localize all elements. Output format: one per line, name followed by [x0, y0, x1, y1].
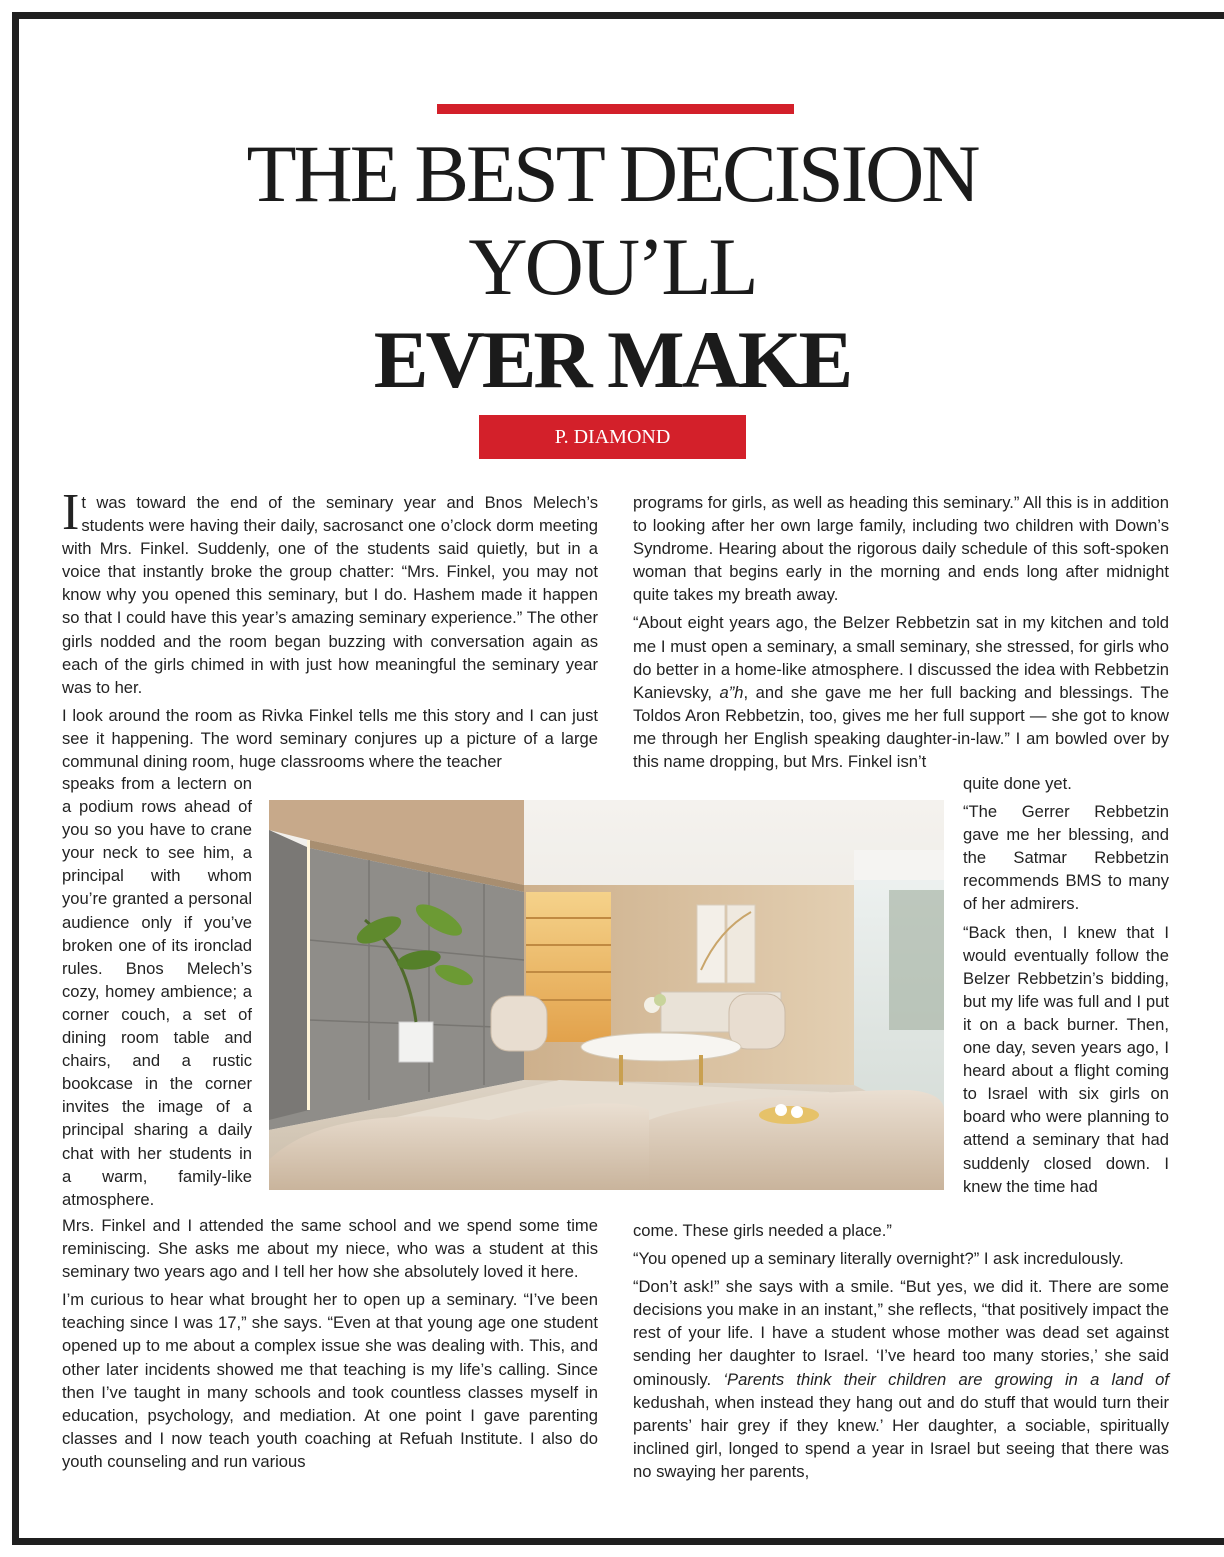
- paragraph-text: , and she gave me her full backing and blessings. The Toldos Aron Rebbetzin, too, gives me her full support — she got to know me through her English speaking daughter-in-law.” I am bowled over by this name dropping, but Mrs. Finkel isn’t: [633, 682, 1169, 772]
- article-paragraph: quite done yet.: [963, 774, 1072, 793]
- headline-line-1: THE BEST DECISION: [246, 128, 978, 219]
- article-paragraph: “Back then, I knew that I would eventually follow the Belzer Rebbetzin’s bidding, but my life was full and I put it on a back burner. Then, one day, seven years ago, I heard about a flight coming to Israel with six girls on board who were planning to attend a seminary that had suddenly closed down. I knew the time had: [963, 922, 1169, 1196]
- paragraph-text: kedushah, when instead they hang out and do stuff that would turn their parents’ hair grey if they knew.’ Her daughter, a sociable, spiritually inclined girl, longed to spend a year in Israel but seeing that there was no swaying her parents,: [633, 1392, 1169, 1481]
- article-left-column-bottom: [62, 1214, 598, 1473]
- italic-text: a”h: [719, 682, 744, 702]
- article-paragraph: I’m curious to hear what brought her to open up a seminary. “I’ve been teaching since I was 17,” she says. “Even at that young age one student opened up to me about a complex issue she was dealing with. This, and other later incidents showed me that teaching is my life’s calling. Since then I’ve taught in many schools and took countless classes myself in education, psychology, and mediation. At one point I gave parenting classes and I now teach youth coaching at Refuah Institute. I also do youth counseling and run various: [62, 1290, 598, 1471]
- byline: P. DIAMOND: [479, 415, 746, 459]
- article-paragraph: “The Gerrer Rebbetzin gave me her blessing, and the Satmar Rebbetzin recommends BMS to many of her admirers.: [963, 802, 1169, 914]
- headline-accent-rule: [437, 104, 794, 114]
- paragraph-text: t was toward the end of the seminary year and Bnos Melech’s students were having their daily, sacrosanct one o’clock dorm meeting with Mrs. Finkel. Suddenly, one of the students said quietly, but in a voice that instantly broke the group chatter: “Mrs. Finkel, you may not know why you opened this seminary, but I do. Hashem made it happen so that I could have this year’s amazing seminary experience.” The other girls nodded and the room began buzzing with conversation again as each of the girls chimed in with just how meaningful the seminary year was to her.: [62, 493, 598, 697]
- article-left-column-top: [62, 484, 598, 773]
- living-room-photo: [269, 800, 944, 1190]
- article-right-column-bottom: [633, 1219, 1169, 1483]
- paragraph-text: “Don’t ask!” she says with a smile. “But yes, we did it. There are some decisions you make in an instant,” she reflects, “that positively impact the rest of your life. I have a student whose mother was dead set against sending her daughter to Israel. ‘I’ve heard too many stories,’ she said ominously.: [633, 1277, 1169, 1389]
- article-right-column-top: [633, 491, 1169, 773]
- headline-line-3: EVER MAKE: [373, 314, 851, 405]
- headline-line-2: YOU’LL: [468, 221, 756, 312]
- paragraph-text: “About eight years ago, the Belzer Rebbetzin sat in my kitchen and told me I must open a seminary, a small seminary, she stressed, for girls who do better in a home-like atmosphere. I discussed the idea with Rebbetzin Kanievsky,: [633, 613, 1169, 702]
- article-paragraph: “You opened up a seminary literally overnight?” I ask incredulously.: [633, 1249, 1124, 1269]
- article-right-column-wrap: [963, 772, 1169, 1198]
- article-paragraph: speaks from a lectern on a podium rows ahead of you so you have to crane your neck to see him, a principal with whom you’re granted a personal audience only if you’ve broken one of its ironclad rules. Bnos Melech’s cozy, homey ambience; a corner couch, a set of dining room table and chairs, and a rustic bookcase in the corner invites the image of a principal sharing a daily chat with her students in a warm, family-like atmosphere.: [62, 774, 252, 1209]
- drop-cap: I: [62, 484, 80, 541]
- article-left-column-wrap: [62, 772, 252, 1211]
- article-paragraph: [62, 484, 598, 699]
- headline: [0, 128, 1224, 406]
- article-paragraph: I look around the room as Rivka Finkel tells me this story and I can just see it happening. The word seminary conjures up a picture of a large communal dining room, huge classrooms where the teacher: [62, 705, 598, 772]
- italic-text: ‘Parents think their children are growing in a land of: [723, 1369, 1169, 1389]
- article-paragraph: programs for girls, as well as heading this seminary.” All this is in addition to looking after her own large family, including two children with Down’s Syndrome. Hearing about the rigorous daily schedule of this soft-spoken woman that begins early in the morning and ends long after midnight quite takes my breath away.: [633, 493, 1169, 605]
- article-paragraph: [633, 1275, 1169, 1483]
- article-paragraph: [633, 611, 1169, 773]
- article-paragraph: come. These girls needed a place.”: [633, 1221, 892, 1240]
- article-paragraph: Mrs. Finkel and I attended the same school and we spend some time reminiscing. She asks me about my niece, who was a student at this seminary two years ago and I tell her how she absolutely loved it here.: [62, 1216, 598, 1282]
